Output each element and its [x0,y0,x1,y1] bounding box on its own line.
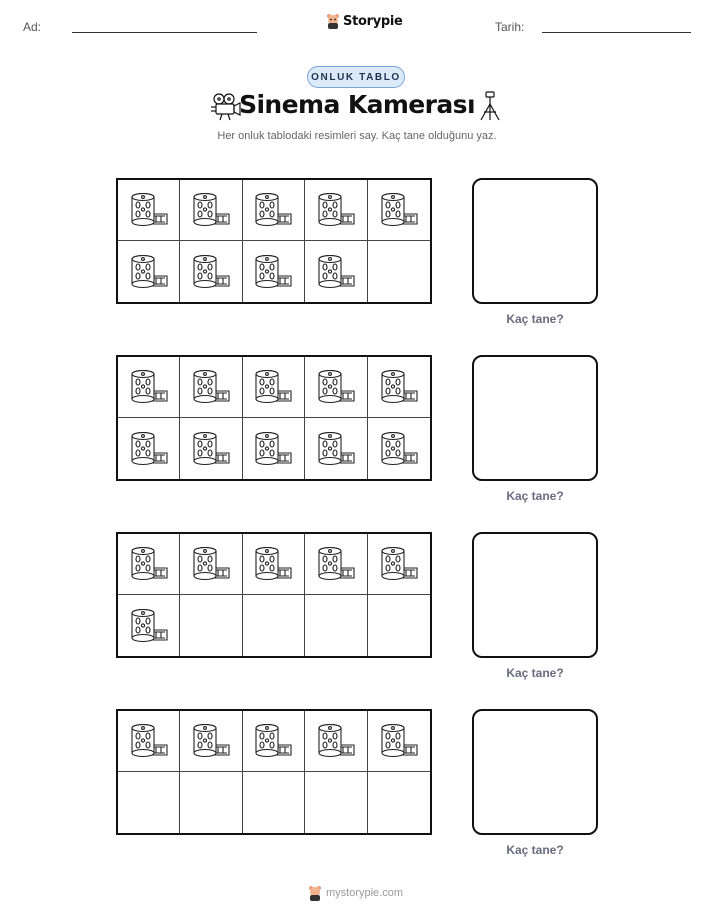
brand-logo [326,13,403,29]
ten-frame-cell [368,595,430,656]
ten-frame-cell [305,534,367,595]
bear-mascot-icon [326,13,340,29]
brand-name: Storypie [343,13,403,29]
footer [308,885,403,901]
film-reel-icon [253,254,293,290]
ten-frame-cell [118,534,180,595]
ten-frame-cell [243,180,305,241]
answer-box-4[interactable] [472,709,598,835]
ten-frame-cell [368,357,430,418]
film-reel-icon [191,546,231,582]
answer-prompt-label: Kaç tane? [506,489,564,503]
ten-frame-cell [243,595,305,656]
answer-box-1[interactable] [472,178,598,304]
ten-frame-cell [368,534,430,595]
section-badge: ONLUK TABLO [307,66,405,88]
film-reel-icon [379,369,419,405]
film-reel-icon [129,431,169,467]
answer-box-2[interactable] [472,355,598,481]
film-reel-icon [379,546,419,582]
answer-box-3[interactable] [472,532,598,658]
film-reel-icon [379,431,419,467]
film-reel-icon [316,192,356,228]
ten-frame-cell [368,180,430,241]
ten-frame-1 [116,178,432,304]
film-reel-icon [253,546,293,582]
ten-frame-cell [243,534,305,595]
ten-frame-cell [180,180,242,241]
answer-prompt-label: Kaç tane? [506,843,564,857]
ten-frame-cell [305,241,367,302]
film-reel-icon [191,723,231,759]
tripod-icon [478,90,502,122]
ten-frame-cell [305,711,367,772]
film-reel-icon [129,546,169,582]
film-reel-icon [253,723,293,759]
film-reel-icon [253,192,293,228]
ten-frame-cell [243,772,305,833]
ten-frame-cell [118,241,180,302]
date-input-line[interactable] [542,32,691,33]
ten-frame-cell [305,418,367,479]
film-reel-icon [253,369,293,405]
ten-frame-cell [243,711,305,772]
film-reel-icon [316,723,356,759]
ten-frame-cell [305,180,367,241]
ten-frame-cell [305,772,367,833]
film-reel-icon [191,431,231,467]
film-reel-icon [129,723,169,759]
ten-frame-2 [116,355,432,481]
answer-prompt-label: Kaç tane? [506,666,564,680]
ten-frame-cell [180,418,242,479]
film-reel-icon [129,254,169,290]
film-reel-icon [129,369,169,405]
ten-frame-cell [305,357,367,418]
ten-frame-cell [368,418,430,479]
ten-frame-cell [118,180,180,241]
ten-frame-cell [368,241,430,302]
ten-frame-cell [180,711,242,772]
ten-frame-cell [118,772,180,833]
film-reel-icon [316,254,356,290]
ten-frame-cell [243,357,305,418]
film-reel-icon [191,254,231,290]
ten-frame-cell [368,772,430,833]
film-reel-icon [316,546,356,582]
answer-prompt-label: Kaç tane? [506,312,564,326]
film-reel-icon [316,369,356,405]
ten-frame-cell [180,357,242,418]
ten-frame-cell [180,534,242,595]
ten-frame-cell [118,711,180,772]
footer-url[interactable]: mystorypie.com [326,887,404,899]
ten-frame-cell [180,241,242,302]
ten-frame-cell [118,357,180,418]
name-input-line[interactable] [72,32,257,33]
film-reel-icon [379,723,419,759]
page-title: Sinema Kamerası [239,90,475,119]
ten-frame-3 [116,532,432,658]
ten-frame-cell [243,418,305,479]
ten-frame-4 [116,709,432,835]
film-reel-icon [253,431,293,467]
ten-frame-cell [368,711,430,772]
film-reel-icon [191,192,231,228]
film-reel-icon [191,369,231,405]
instructions: Her onluk tablodaki resimleri say. Kaç tane olduğunu yaz. [217,130,497,142]
ten-frame-cell [118,418,180,479]
name-label: Ad: [23,20,42,34]
ten-frame-cell [180,772,242,833]
ten-frame-cell [180,595,242,656]
film-reel-icon [129,608,169,644]
bear-mascot-icon [308,885,322,901]
film-reel-icon [129,192,169,228]
ten-frame-cell [118,595,180,656]
film-reel-icon [316,431,356,467]
date-label: Tarih: [495,20,525,34]
ten-frame-cell [305,595,367,656]
ten-frame-cell [243,241,305,302]
film-reel-icon [379,192,419,228]
